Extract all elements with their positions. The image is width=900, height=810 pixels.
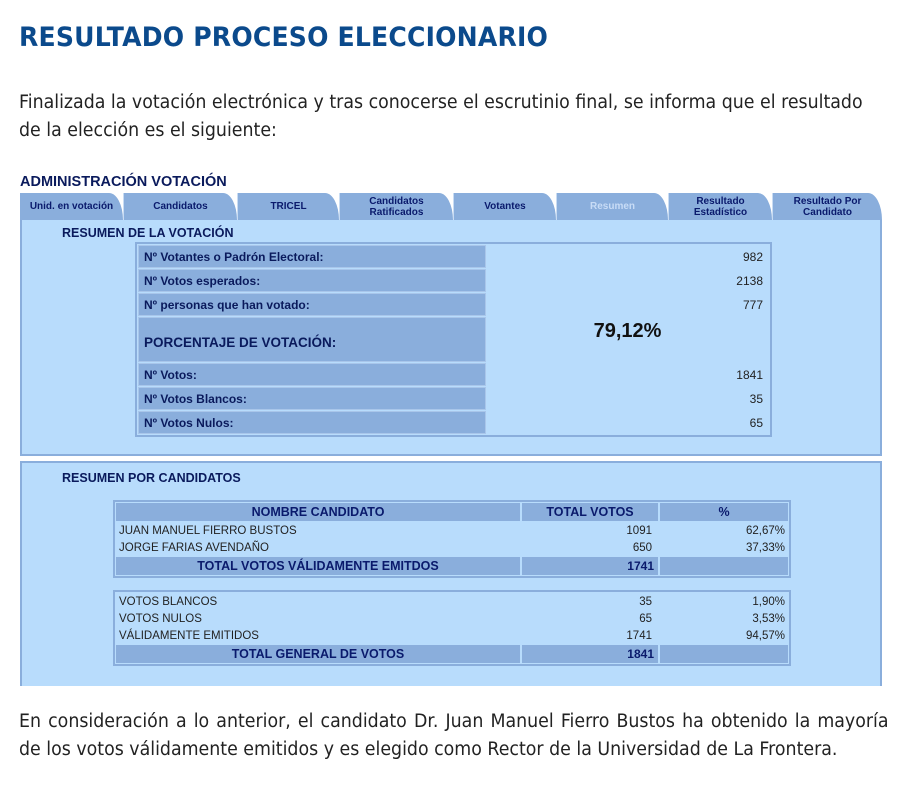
- table-row: [116, 627, 788, 644]
- table-row: [116, 610, 788, 627]
- summary-row-personas-votado: [138, 293, 769, 316]
- column-header-pct: %: [660, 503, 788, 521]
- intro-paragraph: Finalizada la votación electrónica y tras conocerse el escrutinio final, se informa que el resultado de la elección es el siguiente:: [19, 92, 863, 141]
- candidates-table: [113, 500, 791, 578]
- totals-pct: 3,53%: [752, 612, 785, 625]
- summary-label: Nº personas que han votado:: [138, 293, 486, 316]
- totals-votes: 1741: [626, 629, 652, 642]
- tab-resumen[interactable]: Resumen: [556, 193, 668, 220]
- candidate-votes: 1091: [626, 524, 652, 537]
- column-header-name: NOMBRE CANDIDATO: [116, 503, 520, 521]
- totals-name: VOTOS BLANCOS: [119, 595, 218, 608]
- totals-name: VOTOS NULOS: [119, 612, 202, 625]
- summary-value: 65: [749, 415, 763, 430]
- page-title: RESULTADO PROCESO ELECCIONARIO: [19, 22, 549, 53]
- summary-label: Nº Votos:: [138, 363, 486, 386]
- summary-table: [135, 242, 772, 437]
- totals-pct: 1,90%: [752, 595, 785, 608]
- tab-candidatos-ratificados[interactable]: Candidatos Ratificados: [339, 193, 453, 220]
- tab-unid-en-votacion[interactable]: Unid. en votación: [20, 193, 123, 220]
- summary-label: Nº Votos esperados:: [138, 269, 486, 292]
- tab-tricel[interactable]: TRICEL: [237, 193, 339, 220]
- tab-bar: [20, 193, 882, 220]
- conclusion-paragraph: En consideración a lo anterior, el candidato Dr. Juan Manuel Fierro Bustos ha obtenido la mayoría de los votos válidamente emitidos y es elegido como Rector de la Universidad de La Frontera.: [19, 711, 889, 760]
- total-votes: 1741: [522, 557, 658, 575]
- column-header-votes: TOTAL VOTOS: [522, 503, 658, 521]
- turnout-percentage: 79,12%: [593, 320, 662, 342]
- admin-title: ADMINISTRACIÓN VOTACIÓN: [20, 174, 227, 190]
- totals-votes: 65: [639, 612, 652, 625]
- summary-value: 2138: [736, 273, 763, 288]
- candidate-votes: 650: [632, 541, 652, 554]
- table-header: [116, 503, 788, 521]
- summary-value: 777: [742, 297, 763, 312]
- summary-row-votos-esperados: [138, 269, 769, 292]
- totals-pct: 94,57%: [745, 629, 785, 642]
- table-total-row: [116, 645, 788, 663]
- tab-candidatos[interactable]: Candidatos: [123, 193, 237, 220]
- summary-row-nulos: [138, 411, 769, 434]
- summary-value: 1841: [736, 367, 763, 382]
- summary-row-porcentaje: [138, 317, 769, 362]
- summary-heading: RESUMEN DE LA VOTACIÓN: [62, 226, 234, 240]
- candidate-name: JORGE FARIAS AVENDAÑO: [119, 541, 269, 554]
- tab-votantes[interactable]: Votantes: [453, 193, 556, 220]
- total-pct: [660, 557, 788, 575]
- summary-row-blancos: [138, 387, 769, 410]
- table-row: [116, 522, 788, 539]
- table-row: [116, 593, 788, 610]
- summary-label: Nº Votos Nulos:: [138, 411, 486, 434]
- summary-label: Nº Votos Blancos:: [138, 387, 486, 410]
- summary-value: 982: [742, 249, 763, 264]
- table-row: [116, 539, 788, 556]
- summary-value: 35: [749, 391, 763, 406]
- tab-resultado-estadistico[interactable]: Resultado Estadístico: [668, 193, 772, 220]
- summary-row-padron: [138, 245, 769, 268]
- summary-label: PORCENTAJE DE VOTACIÓN:: [138, 317, 486, 362]
- totals-name: VÁLIDAMENTE EMITIDOS: [119, 629, 259, 642]
- candidates-heading: RESUMEN POR CANDIDATOS: [62, 471, 241, 485]
- candidate-pct: 37,33%: [745, 541, 785, 554]
- summary-label: Nº Votantes o Padrón Electoral:: [138, 245, 486, 268]
- candidate-name: JUAN MANUEL FIERRO BUSTOS: [119, 524, 297, 537]
- candidate-pct: 62,67%: [745, 524, 785, 537]
- totals-votes: 35: [639, 595, 652, 608]
- summary-panel: [20, 220, 882, 456]
- total-pct: [660, 645, 788, 663]
- totals-table: [113, 590, 791, 666]
- tab-resultado-por-candidato[interactable]: Resultado Por Candidato: [772, 193, 882, 220]
- candidates-panel: [20, 461, 882, 686]
- table-total-row: [116, 557, 788, 575]
- summary-row-votos: [138, 363, 769, 386]
- total-label: TOTAL GENERAL DE VOTOS: [116, 645, 520, 663]
- total-label: TOTAL VOTOS VÁLIDAMENTE EMITDOS: [116, 557, 520, 575]
- total-votes: 1841: [522, 645, 658, 663]
